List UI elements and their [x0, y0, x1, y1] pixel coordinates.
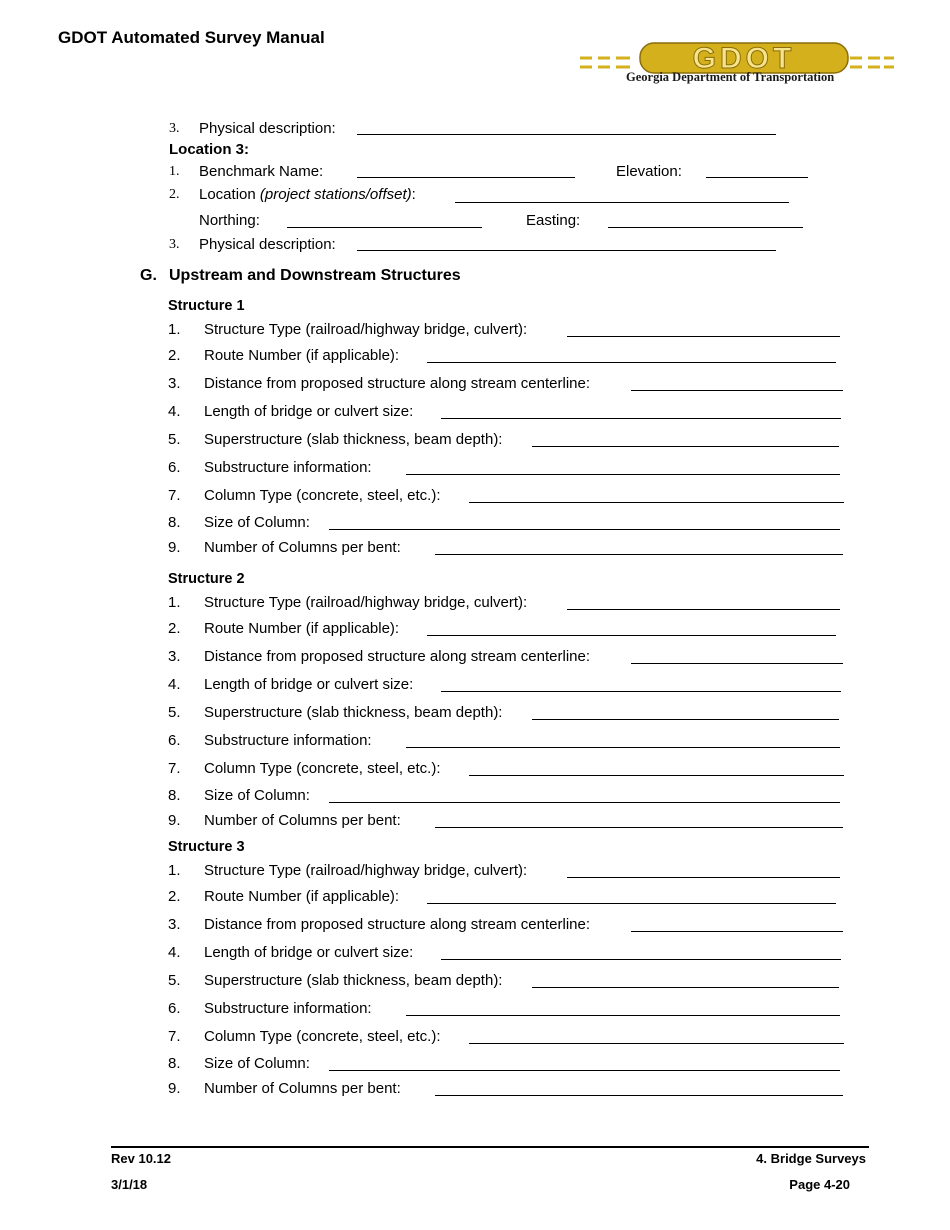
- structure-item-field[interactable]: [435, 1095, 843, 1096]
- structure-item-label: Route Number (if applicable):: [204, 620, 400, 637]
- structure-item-number: 7.: [168, 760, 181, 777]
- structure-item-field[interactable]: [469, 775, 844, 776]
- structure-item-label: Structure Type (railroad/highway bridge, culvert):: [204, 862, 528, 879]
- section-g-letter: G.: [140, 267, 157, 284]
- structure-item-field[interactable]: [406, 474, 840, 475]
- structure-item-number: 2.: [168, 347, 181, 364]
- structure-item-number: 8.: [168, 787, 181, 804]
- structure-item-label: Size of Column:: [204, 1055, 310, 1072]
- structure-item-number: 4.: [168, 403, 181, 420]
- structure-heading: Structure 3: [168, 839, 245, 855]
- footer-chapter: 4. Bridge Surveys: [756, 1151, 866, 1166]
- logo-wordmark: GDOT: [692, 42, 796, 75]
- structure-item-field[interactable]: [427, 635, 836, 636]
- benchmark-name-field[interactable]: [357, 177, 575, 178]
- structure-item-label: Structure Type (railroad/highway bridge, culvert):: [204, 594, 528, 611]
- loc3-item2-num: 2.: [169, 187, 180, 202]
- section-g-title: Upstream and Downstream Structures: [169, 267, 461, 284]
- structure-item-field[interactable]: [435, 827, 843, 828]
- loc3-physical-description-label: Physical description:: [199, 236, 336, 253]
- loc3-item3-num: 3.: [169, 237, 180, 252]
- footer-page: Page 4-20: [789, 1177, 850, 1192]
- structure-item-label: Number of Columns per bent:: [204, 1080, 401, 1097]
- structure-item-field[interactable]: [567, 877, 840, 878]
- structure-item-label: Superstructure (slab thickness, beam depth):: [204, 972, 503, 989]
- footer-date: 3/1/18: [111, 1177, 148, 1192]
- northing-field[interactable]: [287, 227, 482, 228]
- structure-item-field[interactable]: [427, 362, 836, 363]
- structure-item-field[interactable]: [567, 336, 840, 337]
- structure-item-field[interactable]: [631, 390, 843, 391]
- structure-item-number: 6.: [168, 459, 181, 476]
- footer-revision: Rev 10.12: [111, 1151, 171, 1166]
- northing-label: Northing:: [199, 212, 260, 229]
- elevation-field[interactable]: [706, 177, 808, 178]
- structure-item-label: Structure Type (railroad/highway bridge, culvert):: [204, 321, 528, 338]
- structure-item-field[interactable]: [329, 1070, 840, 1071]
- logo-caption: Georgia Department of Transportation: [626, 70, 835, 84]
- structure-item-label: Distance from proposed structure along stream centerline:: [204, 916, 591, 933]
- structure-item-number: 1.: [168, 594, 181, 611]
- structure-item-field[interactable]: [406, 747, 840, 748]
- structure-item-label: Distance from proposed structure along stream centerline:: [204, 375, 591, 392]
- structure-item-field[interactable]: [631, 931, 843, 932]
- footer-rule: [111, 1146, 869, 1148]
- structure-item-number: 6.: [168, 732, 181, 749]
- structure-item-label: Superstructure (slab thickness, beam depth):: [204, 704, 503, 721]
- structure-item-label: Substructure information:: [204, 732, 372, 749]
- structure-item-field[interactable]: [532, 987, 839, 988]
- structure-item-number: 2.: [168, 620, 181, 637]
- structure-item-number: 7.: [168, 1028, 181, 1045]
- easting-label: Easting:: [526, 212, 581, 229]
- structure-item-field[interactable]: [441, 959, 841, 960]
- structure-item-field[interactable]: [406, 1015, 840, 1016]
- structure-item-label: Distance from proposed structure along stream centerline:: [204, 648, 591, 665]
- structure-item-number: 3.: [168, 916, 181, 933]
- structure-item-label: Route Number (if applicable):: [204, 888, 400, 905]
- structure-item-number: 4.: [168, 676, 181, 693]
- structure-item-label: Number of Columns per bent:: [204, 812, 401, 829]
- structure-item-label: Length of bridge or culvert size:: [204, 676, 414, 693]
- easting-field[interactable]: [608, 227, 803, 228]
- loc3-item1-num: 1.: [169, 164, 180, 179]
- structure-item-field[interactable]: [441, 418, 841, 419]
- structure-item-label: Column Type (concrete, steel, etc.):: [204, 487, 441, 504]
- loc2-physical-description-field[interactable]: [357, 134, 776, 135]
- structure-item-field[interactable]: [441, 691, 841, 692]
- structure-heading: Structure 2: [168, 571, 245, 587]
- structure-item-field[interactable]: [567, 609, 840, 610]
- structure-item-label: Length of bridge or culvert size:: [204, 944, 414, 961]
- structure-item-label: Substructure information:: [204, 459, 372, 476]
- structure-item-label: Length of bridge or culvert size:: [204, 403, 414, 420]
- elevation-label: Elevation:: [616, 163, 682, 180]
- structure-item-field[interactable]: [532, 446, 839, 447]
- structure-item-number: 1.: [168, 862, 181, 879]
- structure-item-number: 4.: [168, 944, 181, 961]
- structure-item-label: Size of Column:: [204, 787, 310, 804]
- structure-item-number: 6.: [168, 1000, 181, 1017]
- structure-item-number: 5.: [168, 431, 181, 448]
- location3-heading: Location 3:: [169, 141, 250, 158]
- structure-item-field[interactable]: [329, 802, 840, 803]
- structure-item-field[interactable]: [435, 554, 843, 555]
- structure-item-label: Size of Column:: [204, 514, 310, 531]
- structure-item-number: 9.: [168, 539, 181, 556]
- structure-item-field[interactable]: [469, 502, 844, 503]
- structure-item-label: Substructure information:: [204, 1000, 372, 1017]
- loc3-physical-description-field[interactable]: [357, 250, 776, 251]
- location-label: Location (project stations/offset):: [199, 186, 416, 203]
- loc2-physical-description-label: Physical description:: [199, 120, 336, 137]
- structure-item-field[interactable]: [427, 903, 836, 904]
- structure-item-label: Column Type (concrete, steel, etc.):: [204, 1028, 441, 1045]
- structure-heading: Structure 1: [168, 298, 245, 314]
- structure-item-number: 8.: [168, 1055, 181, 1072]
- structure-item-number: 3.: [168, 648, 181, 665]
- structure-item-label: Number of Columns per bent:: [204, 539, 401, 556]
- structure-item-field[interactable]: [532, 719, 839, 720]
- benchmark-name-label: Benchmark Name:: [199, 163, 324, 180]
- structure-item-label: Superstructure (slab thickness, beam depth):: [204, 431, 503, 448]
- structure-item-label: Column Type (concrete, steel, etc.):: [204, 760, 441, 777]
- structure-item-number: 5.: [168, 972, 181, 989]
- structure-item-number: 8.: [168, 514, 181, 531]
- structure-item-field[interactable]: [329, 529, 840, 530]
- structure-item-field[interactable]: [469, 1043, 844, 1044]
- structure-item-label: Route Number (if applicable):: [204, 347, 400, 364]
- structure-item-number: 9.: [168, 1080, 181, 1097]
- loc2-item3-num: 3.: [169, 121, 180, 136]
- structure-item-number: 3.: [168, 375, 181, 392]
- structure-item-number: 2.: [168, 888, 181, 905]
- location-field[interactable]: [455, 202, 789, 203]
- structure-item-field[interactable]: [631, 663, 843, 664]
- structure-item-number: 7.: [168, 487, 181, 504]
- structure-item-number: 9.: [168, 812, 181, 829]
- structure-item-number: 5.: [168, 704, 181, 721]
- structure-item-number: 1.: [168, 321, 181, 338]
- manual-title: GDOT Automated Survey Manual: [58, 28, 325, 47]
